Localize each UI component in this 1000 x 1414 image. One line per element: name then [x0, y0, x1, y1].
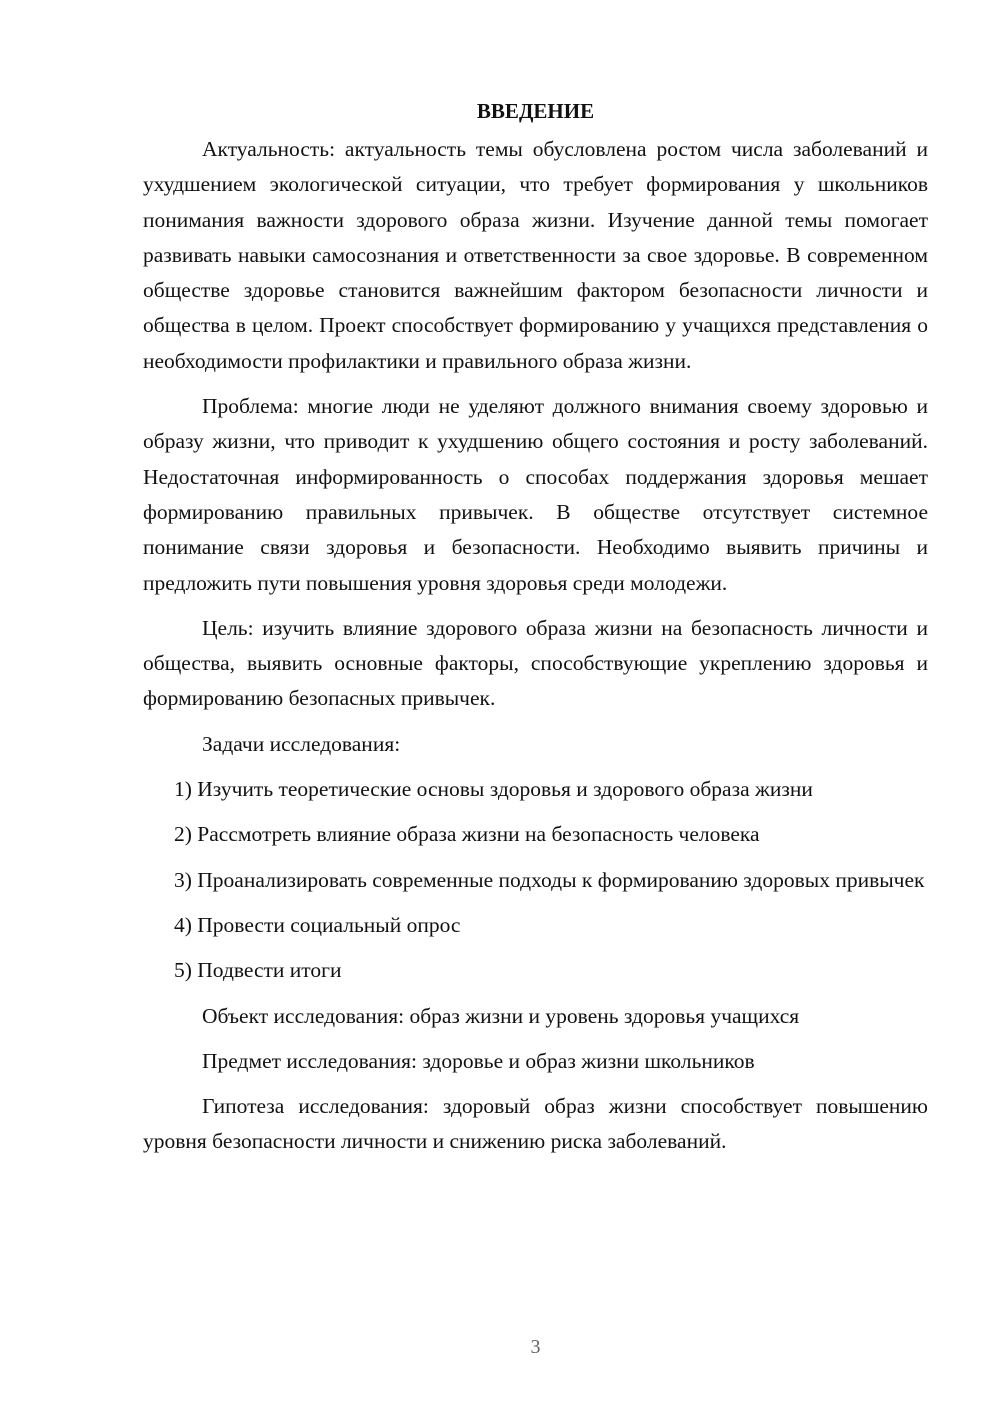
- task-item-1: 1) Изучить теоретические основы здоровья и здорового образа жизни: [174, 777, 813, 802]
- hypothesis-paragraph: Гипотеза исследования: здоровый образ жизни способствует повышению уровня безопасности личности и снижению риска заболеваний.: [143, 1094, 928, 1154]
- task-item-5: 5) Подвести итоги: [174, 958, 342, 983]
- task-item-3: 3) Проанализировать современные подходы к формированию здоровых привычек: [174, 867, 925, 892]
- page-content: [143, 96, 928, 1160]
- object-paragraph: Объект исследования: образ жизни и уровень здоровья учащихся: [202, 1003, 800, 1028]
- subject-paragraph: Предмет исследования: здоровье и образ жизни школьников: [202, 1048, 755, 1073]
- goal-paragraph: Цель: изучить влияние здорового образа жизни на безопасность личности и общества, выявить основные факторы, способствующие укреплению здоровья и формированию безопасных привычек.: [143, 615, 928, 711]
- task-item-2: 2) Рассмотреть влияние образа жизни на безопасность человека: [174, 822, 760, 847]
- problem-paragraph: Проблема: многие люди не уделяют должного внимания своему здоровью и образу жизни, что приводит к ухудшению общего состояния и росту заболеваний. Недостаточная информированность о способах поддержания здоровья мешает формированию правильных привычек. В обществе отсутствует системное понимание связи здоровья и безопасности. Необходимо выявить причины и предложить пути повышения уровня здоровья среди молодежи.: [143, 394, 928, 595]
- page-number: 3: [530, 1336, 541, 1358]
- section-heading: ВВЕДЕНИЕ: [476, 99, 595, 123]
- tasks-heading: Задачи исследования:: [202, 731, 401, 756]
- relevance-paragraph: Актуальность: актуальность темы обусловлена ростом числа заболеваний и ухудшением экологической ситуации, что требует формирования у школьников понимания важности здорового образа жизни. Изучение данной темы помогает развивать навыки самосознания и ответственности за свое здоровье. В современном обществе здоровье становится важнейшим фактором безопасности личности и общества в целом. Проект способствует формированию у учащихся представления о необходимости профилактики и правильного образа жизни.: [143, 137, 928, 373]
- task-item-4: 4) Провести социальный опрос: [174, 912, 461, 937]
